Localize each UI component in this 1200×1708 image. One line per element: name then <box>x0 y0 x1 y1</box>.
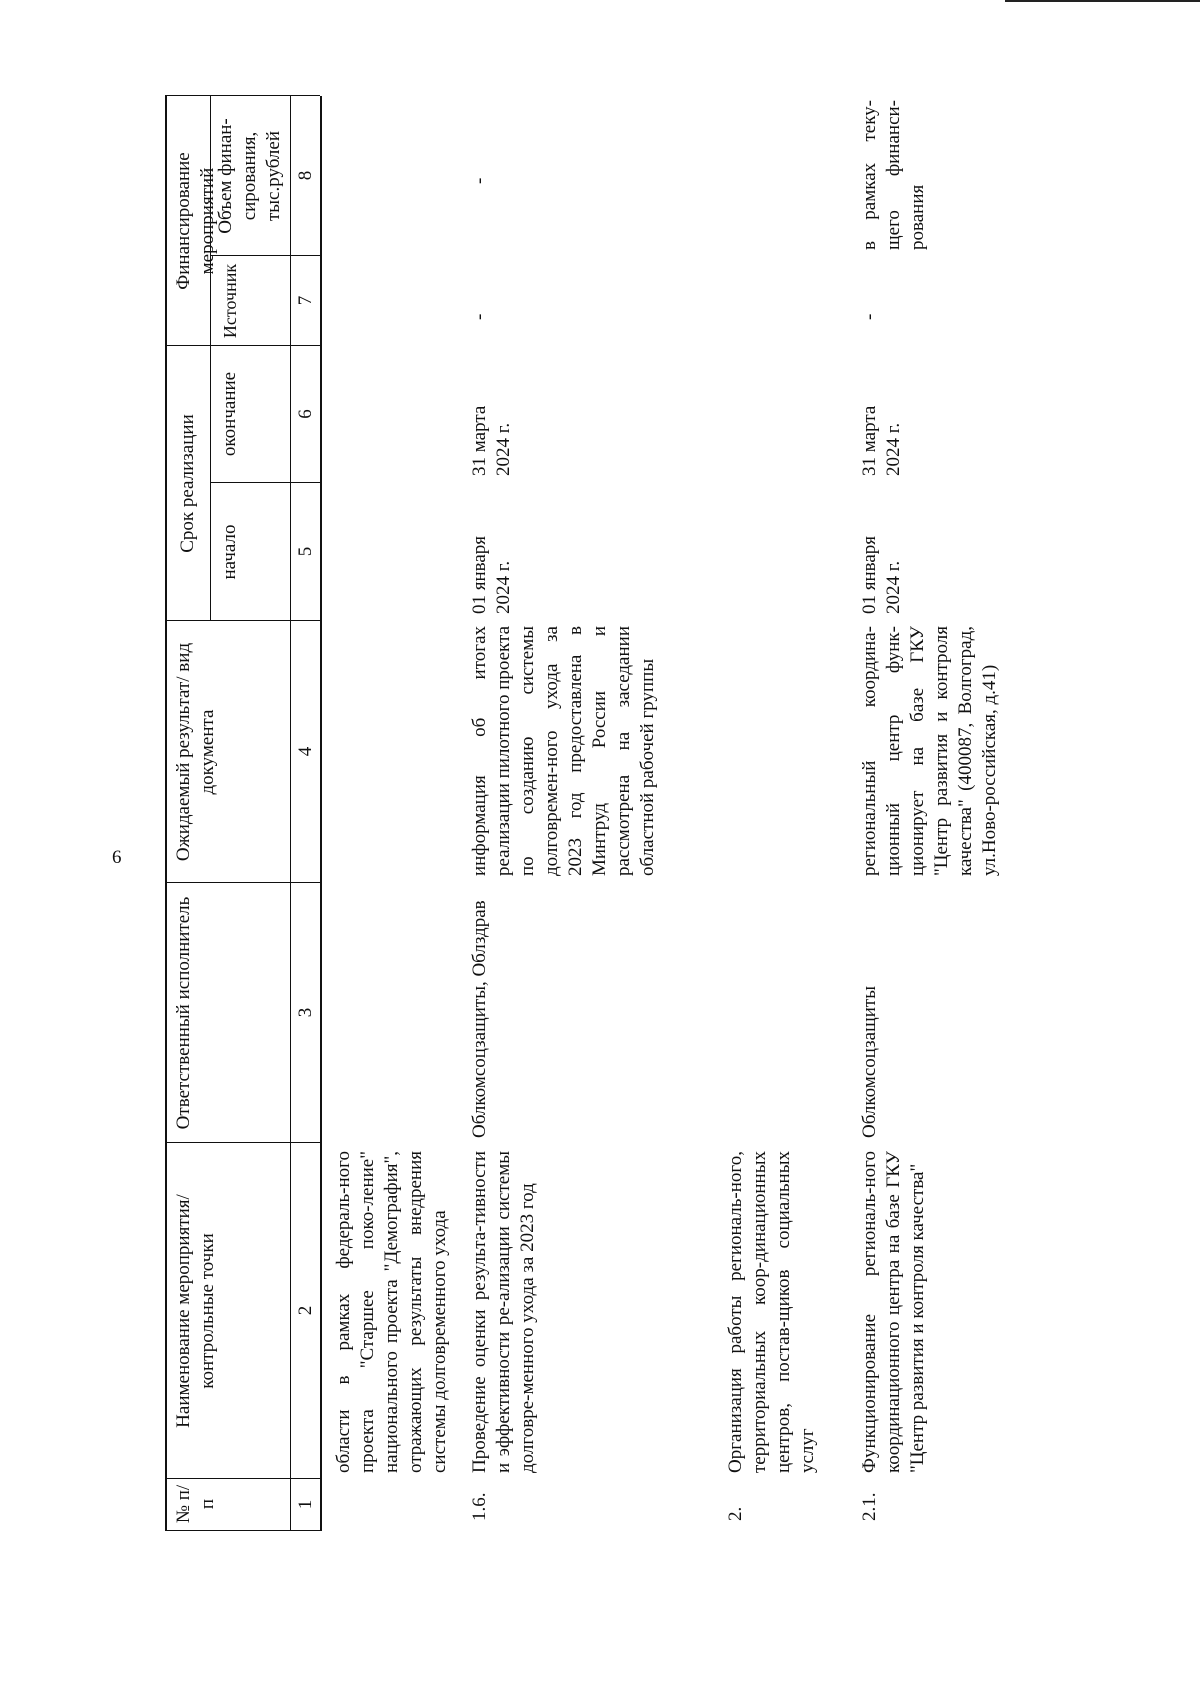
row-2-1-name: Функционирование региональ-ного координационного центра на базе ГКУ "Центр развития и контроля качества" <box>859 1151 928 1473</box>
row-continuation-name: области в рамках федераль-ного проекта "Старшее поко-ление" национального проекта "Демография", отражающих результаты внедрения системы долговременного ухода <box>333 1151 450 1473</box>
row-1-6-volume: - <box>469 177 490 184</box>
header-source: Источник <box>220 263 240 339</box>
table-numbers-bottom-line <box>320 96 322 1531</box>
row-1-6-result: информация об итогах реализации пилотного проекта по созданию системы долговремен-ного ухода за 2023 год предоставлена в Минтруд России и рассмотрена на заседании областной рабочей группы <box>469 626 658 876</box>
header-result: Ожидаемый результат/ вид документа <box>173 642 218 862</box>
row-2-1-start: 01 января 2024 г. <box>859 535 904 614</box>
col-number-3: 3 <box>295 1007 316 1018</box>
page-number: 6 <box>112 847 122 868</box>
header-bottom-line <box>290 96 291 1531</box>
row-2-1-source: - <box>859 313 880 320</box>
header-num: № п/п <box>173 1484 218 1524</box>
table-border-top <box>165 96 167 1531</box>
row-1-6-end: 31 марта 2024 г. <box>469 405 514 476</box>
row-1-6-source: - <box>469 313 490 320</box>
row-1-6-responsible: Облкомсоцзащиты, Облздрав <box>469 900 490 1138</box>
row-2-1-responsible: Облкомсоцзащиты <box>859 986 880 1138</box>
row-1-6-num: 1.6. <box>469 1492 490 1521</box>
row-2-1-volume: в рамках теку-щего финанси-рования <box>859 100 928 250</box>
header-end: окончание <box>219 371 240 457</box>
header-start: начало <box>219 524 240 580</box>
col-number-4: 4 <box>295 746 316 757</box>
col-number-7: 7 <box>295 295 316 306</box>
row-2-1-result: региональный координа-ционный центр функ-ционирует на базе ГКУ "Центр развития и контроля качества" (400087, Волгоград, ул.Ново-российская, д.41) <box>859 626 1000 876</box>
row-2-name: Организация работы региональ-ного, территориальных коор-динационных центров, постав-щиков социальных услуг <box>725 1151 818 1473</box>
header-period: Срок реализации <box>177 414 198 553</box>
col-number-8: 8 <box>295 170 316 181</box>
col-number-5: 5 <box>295 546 316 557</box>
row-1-6-start: 01 января 2024 г. <box>469 535 514 614</box>
row-2-1-end: 31 марта 2024 г. <box>859 405 904 476</box>
header-volume: Объем финан-сирования, тыс.рублей <box>215 118 284 234</box>
col-number-2: 2 <box>295 1305 316 1316</box>
col-number-1: 1 <box>295 1499 316 1510</box>
header-financing: Финансирование мероприятий <box>173 152 218 290</box>
row-2-num: 2. <box>725 1506 746 1521</box>
header-responsible: Ответственный исполнитель <box>173 896 194 1130</box>
row-2-1-num: 2.1. <box>859 1492 880 1521</box>
row-1-6-name: Проведение оценки результа-тивности и эффективности ре-ализации системы долговре-менного ухода за 2023 год <box>469 1151 538 1473</box>
col-number-6: 6 <box>295 409 316 419</box>
header-name: Наименование мероприятия/ контрольные точки <box>173 1194 218 1428</box>
table-border-left <box>165 1530 320 1531</box>
